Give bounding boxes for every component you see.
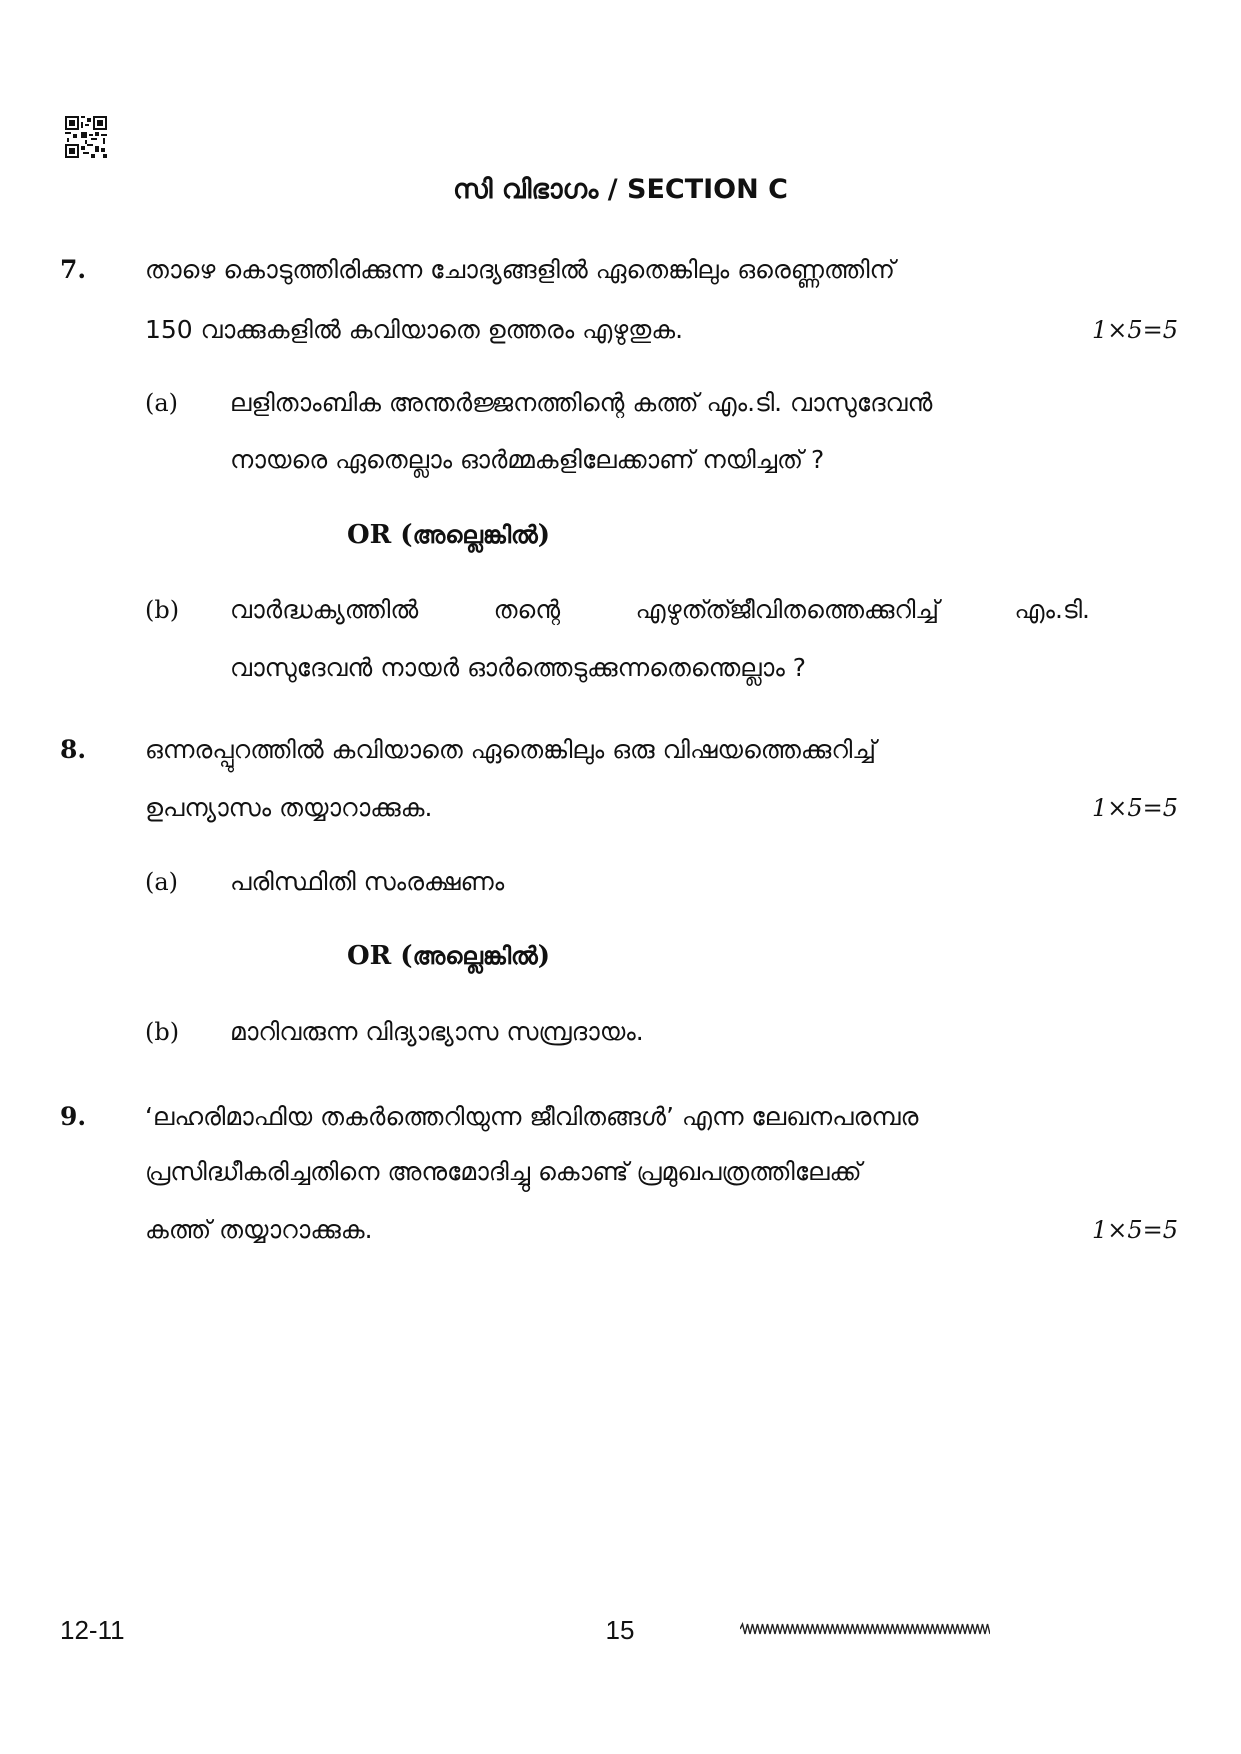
- or-malayalam: അല്ലെങ്കിൽ: [412, 521, 538, 549]
- option-label: (a): [145, 868, 179, 896]
- option-text-line: വാസുദേവൻ നായർ ഓർത്തെടുക്കുന്നതെന്തെല്ലാം ?: [230, 653, 807, 682]
- option-text-line: മാറിവരുന്ന വിദ്യാഭ്യാസ സമ്പ്രദായം.: [230, 1017, 644, 1046]
- option-text-line: പരിസ്ഥിതി സംരക്ഷണം: [230, 867, 505, 896]
- paper-code: 12-11: [60, 1615, 125, 1645]
- option-text-line: നായരെ ഏതെല്ലാം ഓർമ്മകളിലേക്കാണ് നയിച്ചത് ?: [230, 445, 825, 474]
- marks: 1×5=5: [1091, 316, 1178, 344]
- or-malayalam: അല്ലെങ്കിൽ: [412, 942, 538, 970]
- question-number: 7.: [60, 255, 87, 284]
- option-label: (b): [145, 596, 180, 624]
- or-separator: [347, 936, 550, 976]
- page-number: 15: [605, 1615, 635, 1645]
- or-english: OR (: [347, 520, 413, 550]
- or-close: ): [537, 520, 551, 550]
- question-number: 9.: [60, 1102, 87, 1131]
- option-text-line: ലളിതാംബിക അന്തർജ്ജനത്തിന്റെ കത്ത് എം.ടി. വാസുദേവൻ: [230, 388, 933, 417]
- or-english: OR (: [347, 941, 413, 971]
- marks: 1×5=5: [1091, 1216, 1178, 1244]
- option-text-line: വാർദ്ധക്യത്തിൽ തന്റെ എഴുത്ത്ജീവിതത്തെക്കുറിച്ച് എം.ടി.: [230, 595, 1090, 624]
- question-text-line: 150 വാക്കുകളിൽ കവിയാതെ ഉത്തരം എഴുതുക.: [145, 315, 684, 344]
- question-text-line: പ്രസിദ്ധീകരിച്ചതിനെ അനുമോദിച്ചു കൊണ്ട് പ്രമുഖപത്രത്തിലേക്ക്: [145, 1157, 862, 1186]
- question-text-line: ഒന്നരപ്പുറത്തിൽ കവിയാതെ ഏതെങ്കിലും ഒരു വിഷയത്തെക്കുറിച്ച്: [145, 735, 876, 764]
- question-text-line: താഴെ കൊടുത്തിരിക്കുന്ന ചോദ്യങ്ങളിൽ ഏതെങ്കിലും ഒരെണ്ണത്തിന്: [145, 255, 895, 284]
- marks: 1×5=5: [1091, 794, 1178, 822]
- question-text-line: ‘ലഹരിമാഫിയ തകർത്തെറിയുന്ന ജീവിതങ്ങൾ’ എന്ന ലേഖനപരമ്പര: [145, 1102, 919, 1131]
- question-number: 8.: [60, 735, 87, 764]
- or-close: ): [537, 941, 551, 971]
- option-label: (b): [145, 1018, 180, 1046]
- question-text-line: കത്ത് തയ്യാറാക്കുക.: [145, 1215, 373, 1244]
- or-separator: [347, 515, 550, 555]
- option-label: (a): [145, 389, 179, 417]
- question-text-line: ഉപന്യാസം തയ്യാറാക്കുക.: [145, 793, 433, 822]
- qr-code-icon: [65, 116, 107, 158]
- section-title: സി വിഭാഗം / SECTION C: [453, 174, 788, 205]
- wavy-line-icon: [740, 1622, 990, 1636]
